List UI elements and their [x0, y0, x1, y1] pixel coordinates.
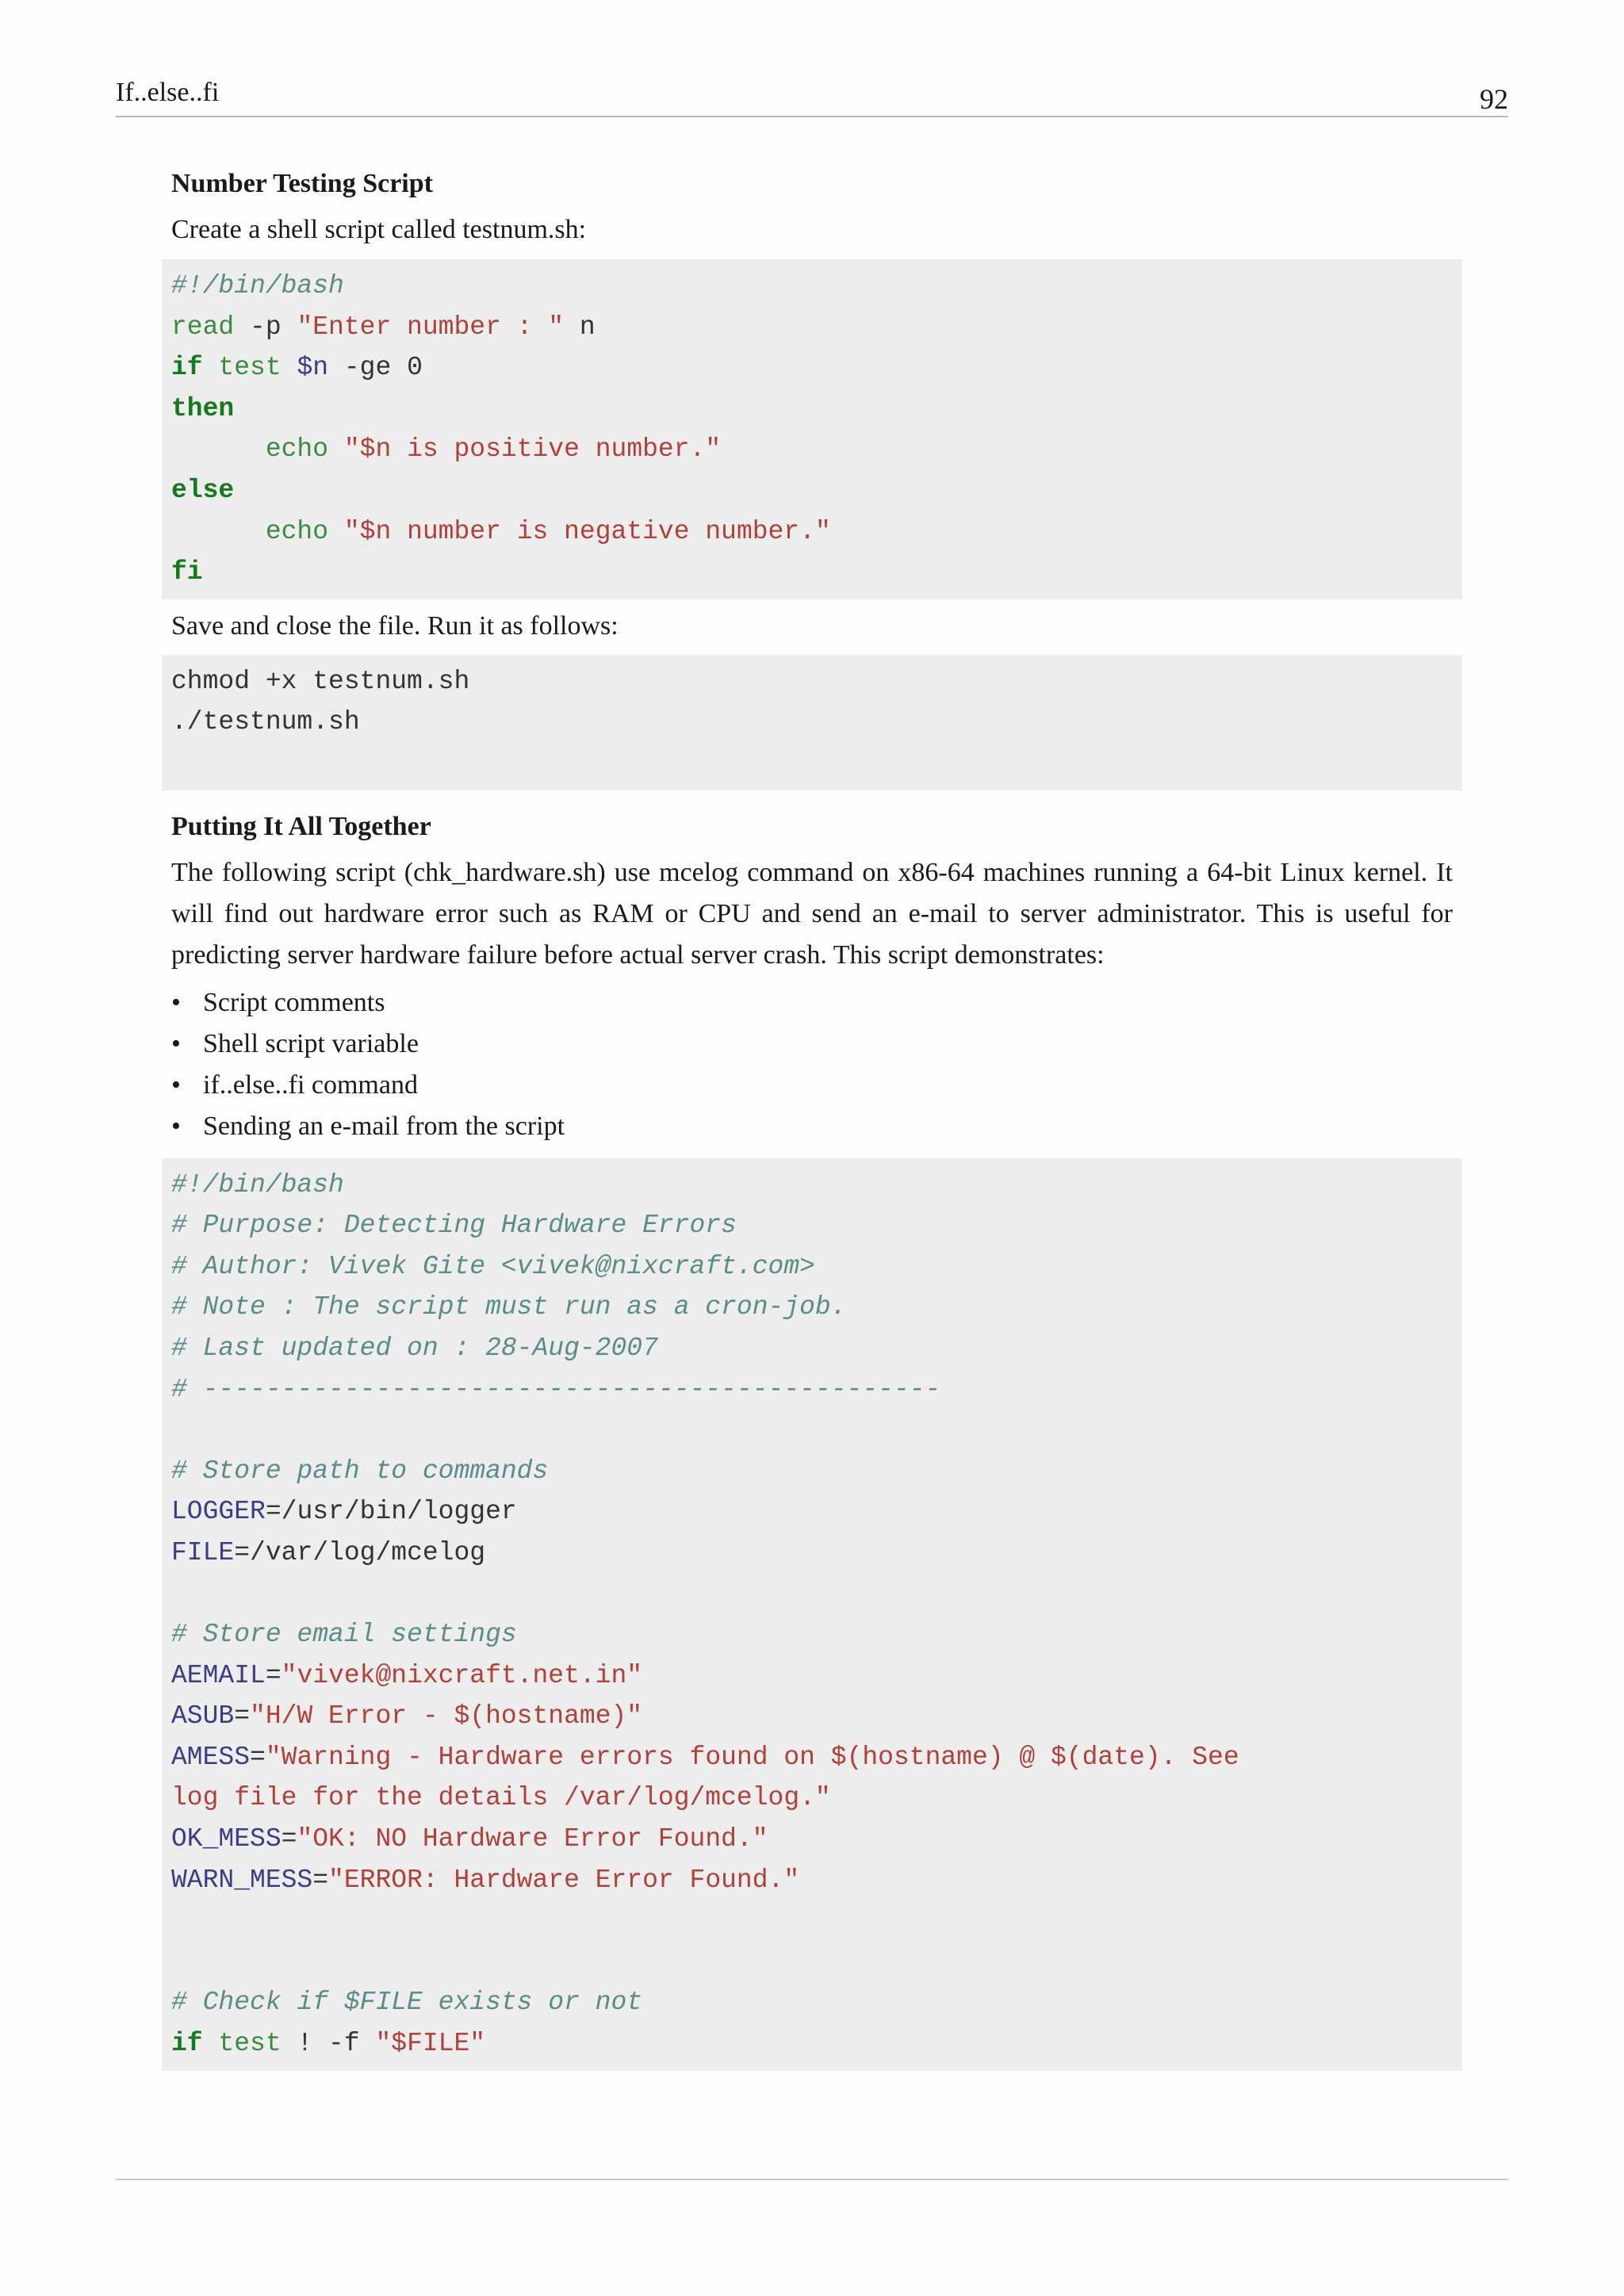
code-token: fi [171, 557, 203, 587]
code-line [171, 1410, 1462, 1451]
list-item [171, 982, 1453, 1024]
page-header [116, 78, 1508, 117]
code-line [171, 1533, 1462, 1574]
code-line [171, 743, 1462, 784]
code-token: $n [297, 353, 329, 383]
code-token: test [218, 353, 282, 383]
section-heading: Putting It All Together [171, 811, 431, 841]
code-token: "$n number is negative number." [343, 516, 831, 546]
code-token: then [171, 393, 235, 423]
code-token: ./testnum.sh [171, 707, 360, 737]
code-line [171, 511, 1462, 553]
code-token: "$n is positive number." [343, 434, 722, 465]
code-line [171, 388, 1462, 430]
code-token: # Author: Vivek Gite <vivek@nixcraft.com> [171, 1251, 815, 1281]
code-token: "OK: NO Hardware Error Found." [297, 1824, 768, 1854]
code-token: "Warning - Hardware errors found on $(hostname) @ $(date). See [265, 1742, 1239, 1772]
code-token: # Note : The script must run as a cron-job. [171, 1292, 847, 1322]
code-token: # Last updated on : 28-Aug-2007 [171, 1333, 658, 1363]
code-token: /var/log/mcelog [250, 1537, 486, 1567]
code-token: # ----------------------------------------------- [171, 1374, 941, 1404]
section-heading: Number Testing Script [171, 169, 433, 198]
code-token [328, 517, 344, 546]
code-token: # Purpose: Detecting Hardware Errors [171, 1211, 737, 1241]
code-token: if [171, 2029, 203, 2058]
list-item [171, 1024, 1453, 1065]
feature-list [171, 982, 1453, 1147]
code-token [282, 353, 297, 382]
code-line [171, 1369, 1462, 1410]
code-token: = [234, 1701, 251, 1732]
code-line [171, 661, 1462, 702]
code-token: /usr/bin/logger [281, 1497, 517, 1527]
code-line [171, 1900, 1462, 1942]
bullet-icon: • [171, 987, 181, 1017]
code-token: #!/bin/bash [171, 1169, 344, 1200]
code-token: = [312, 1865, 329, 1895]
code-token [203, 2029, 219, 2058]
code-line [171, 1819, 1462, 1860]
code-line [171, 1655, 1462, 1697]
list-item-text: Script comments [203, 987, 385, 1017]
page-content [171, 163, 1453, 2071]
code-token: "$FILE" [375, 2029, 486, 2058]
code-line [171, 1451, 1462, 1492]
run-instructions: Save and close the file. Run it as follows: [171, 610, 619, 641]
code-token: # Store path to commands [171, 1456, 549, 1486]
page-number: 92 [1480, 83, 1508, 115]
code-token: if [171, 353, 203, 383]
code-line [171, 307, 1462, 348]
code-token: chmod +x testnum.sh [171, 666, 470, 696]
code-block-chk-hardware [162, 1158, 1462, 2071]
code-line [171, 2023, 1462, 2064]
code-token: ASUB [171, 1701, 235, 1732]
code-line [171, 1287, 1462, 1328]
code-line [171, 1573, 1462, 1614]
section-putting-together [171, 806, 1453, 2071]
code-line [171, 347, 1462, 388]
list-item [171, 1065, 1453, 1106]
code-line [171, 1328, 1462, 1369]
code-line [171, 702, 1462, 743]
code-token: = [250, 1742, 266, 1772]
code-token: WARN_MESS [171, 1865, 313, 1895]
code-token: "vivek@nixcraft.net.in" [281, 1660, 643, 1690]
description-paragraph: The following script (chk_hardware.sh) use mcelog command on x86-64 machines running a 64-bit Linux kernel. It will find out hardware error such as RAM or CPU and send an e-mail to server administrator. This is useful for predicting server hardware failure before actual server crash. This script demonstrates: [171, 857, 1453, 970]
code-line [171, 1696, 1462, 1737]
code-token: ! -f [281, 2029, 376, 2058]
code-token: LOGGER [171, 1497, 266, 1527]
code-token: "H/W Error - $(hostname)" [250, 1701, 643, 1732]
code-token: -ge 0 [328, 353, 423, 383]
bullet-icon: • [171, 1028, 181, 1058]
code-line [171, 470, 1462, 511]
running-header-title: If..else..fi [116, 78, 220, 107]
code-token [203, 353, 219, 382]
code-line [171, 429, 1462, 470]
code-token: OK_MESS [171, 1824, 282, 1854]
code-line [171, 1246, 1462, 1288]
code-token: # Check if $FILE exists or not [171, 1988, 643, 2018]
code-line [171, 1982, 1462, 2023]
bullet-icon: • [171, 1111, 181, 1141]
code-line [171, 1737, 1462, 1778]
code-token: "Enter number : " [297, 312, 565, 342]
list-item-text: Shell script variable [203, 1028, 419, 1058]
footer-rule [116, 2179, 1508, 2180]
code-token: else [171, 475, 235, 505]
code-token: log file for the details /var/log/mcelog." [171, 1783, 831, 1813]
code-block-testnum [162, 259, 1462, 599]
code-token: AEMAIL [171, 1660, 266, 1690]
code-token: = [281, 1824, 297, 1854]
code-line [171, 1491, 1462, 1533]
list-item-text: Sending an e-mail from the script [203, 1111, 565, 1141]
code-block-run [162, 655, 1462, 790]
code-line [171, 1614, 1462, 1655]
code-line [171, 1165, 1462, 1206]
code-token [328, 434, 344, 464]
code-token: #!/bin/bash [171, 271, 344, 300]
code-token: FILE [171, 1537, 235, 1567]
code-line [171, 552, 1462, 593]
code-token: = [265, 1660, 282, 1690]
code-token [171, 434, 266, 464]
code-token: echo [265, 434, 329, 465]
code-token: test [218, 2029, 282, 2058]
code-token: AMESS [171, 1742, 251, 1772]
code-token: # Store email settings [171, 1620, 517, 1650]
section-number-testing [171, 163, 1453, 790]
list-item-text: if..else..fi command [203, 1070, 418, 1100]
code-line [171, 1777, 1462, 1819]
code-token: n [564, 312, 596, 342]
code-token: echo [265, 516, 329, 546]
intro-paragraph: Create a shell script called testnum.sh: [171, 215, 587, 244]
code-token: = [234, 1537, 251, 1567]
code-token: -p [234, 312, 297, 342]
code-line [171, 266, 1462, 307]
code-token: read [171, 312, 235, 342]
code-line [171, 1860, 1462, 1901]
code-token: "ERROR: Hardware Error Found." [328, 1865, 800, 1895]
list-item [171, 1106, 1453, 1147]
code-token: = [265, 1497, 282, 1527]
bullet-icon: • [171, 1070, 181, 1100]
code-line [171, 1205, 1462, 1246]
code-line [171, 1942, 1462, 1983]
code-token [171, 517, 266, 546]
